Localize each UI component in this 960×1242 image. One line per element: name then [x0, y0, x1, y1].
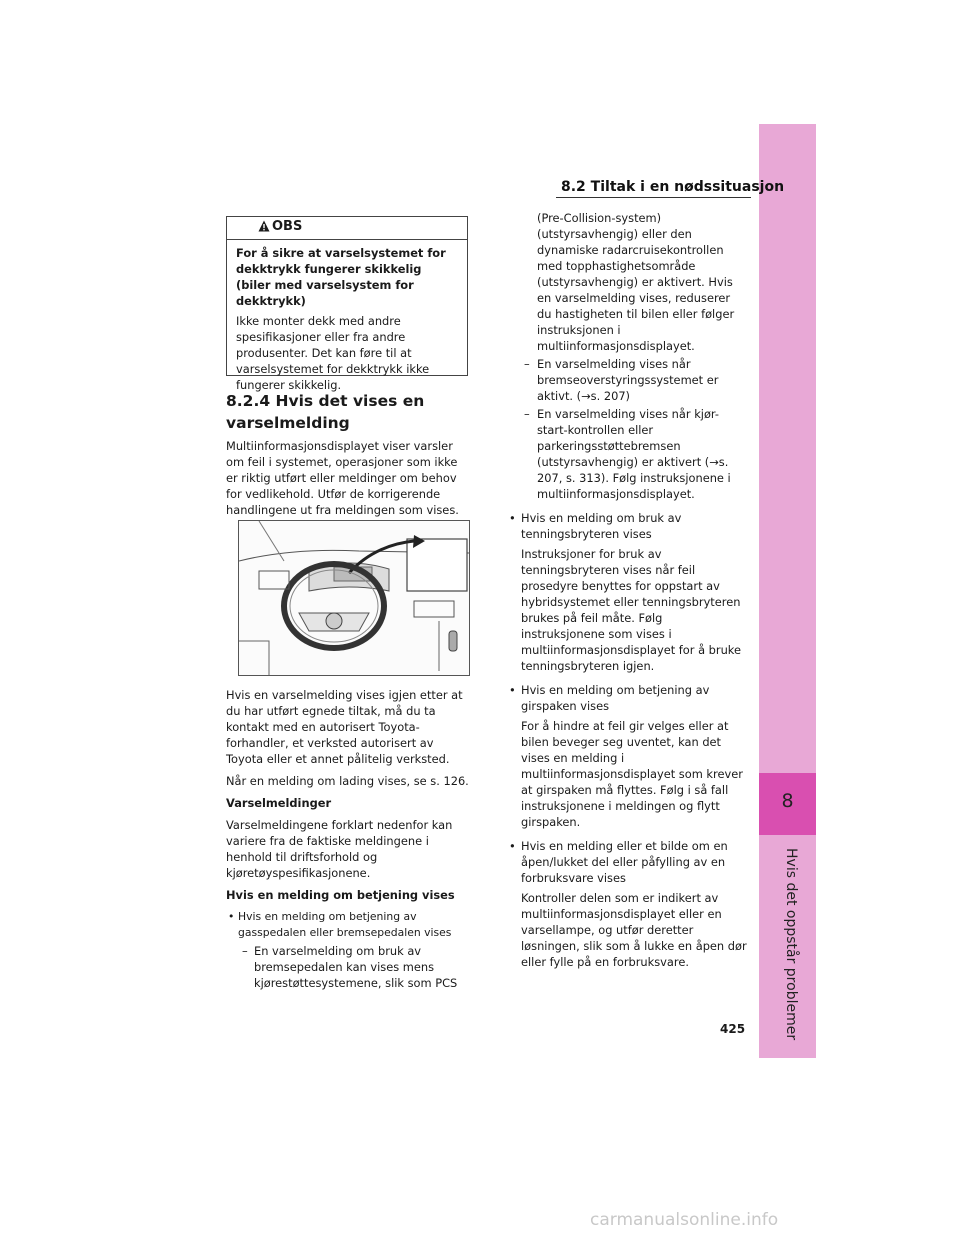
dashboard-illustration: [238, 520, 470, 676]
bullet-ignition-title: Hvis en melding om bruk av tenningsbryteren vises: [521, 511, 682, 541]
right-column: [507, 210, 747, 970]
obs-caution-box: [226, 216, 468, 392]
dash-item-drive-start: [507, 406, 747, 502]
bullet-shift-body: For å hindre at feil gir velges eller at bilen beveger seg uventet, kan det vises en melding i multiinformasjonsdisplayet som krever at girspaken må flyttes. Følg i så fall instruksjonene i meldingen og flytt girspaken.: [521, 719, 743, 829]
obs-body-text: Ikke monter dekk med andre spesifikasjoner eller fra andre produsenter. Det kan føre til at varselsystemet for dekktrykk ikke fungerer skikkelig.: [236, 314, 430, 392]
dash-glyph: –: [524, 407, 530, 421]
watermark-text: carmanualsonline.info: [590, 1210, 779, 1230]
obs-bold-text: For å sikre at varselsystemet for dekktrykk fungerer skikkelig (biler med varselsystem for dekktrykk): [236, 246, 446, 308]
obs-header: [227, 217, 467, 240]
steering-wheel-display-icon: [239, 521, 469, 675]
dash-item-brake: [226, 943, 472, 991]
bullet-glyph: •: [228, 910, 235, 923]
bullet-ignition-body: Instruksjoner for bruk av tenningsbryteren vises når feil prosedyre benyttes for oppstart av hybridsystemet eller tenningsbryteren brukes på feil måte. Følg instruksjonene som vises i multiinformasjonsdisplayet for å bruke tenningsbryteren igjen.: [521, 547, 742, 673]
warning-messages-text: Varselmeldingene forklart nedenfor kan variere fra de faktiske meldingene i henhold til driftsforhold og kjøretøyspesifikasjonene.: [226, 818, 453, 880]
left-column-intro: [226, 438, 472, 524]
dash-glyph: –: [242, 944, 248, 958]
section-intro: Multiinformasjonsdisplayet viser varsler om feil i systemet, operasjoner som ikke er riktig utført eller meldinger om behov for vedlikehold. Utfør de korrigerende handlingene ut fra meldingen som vises.: [226, 439, 459, 517]
bullet-shift-title: Hvis en melding om betjening av girspaken vises: [521, 683, 710, 713]
bullet-item-ignition: [507, 510, 747, 674]
bullet-item-pedal: [226, 909, 472, 941]
warning-messages-heading: Varselmeldinger: [226, 796, 332, 810]
operation-message-heading: Hvis en melding om betjening vises: [226, 888, 455, 902]
dash-override-text: En varselmelding vises når bremseoverstyringssystemet er aktivt. (→s. 207): [537, 357, 719, 403]
page-number: 425: [720, 1022, 746, 1036]
bullet-open-part-body: Kontroller delen som er indikert av multiinformasjonsdisplayet eller en varsellampe, og utfør deretter løsningen, slik som å lukke en åpen dør eller fylle på en forbruksvare.: [521, 891, 747, 969]
dash-brake-text: En varselmelding om bruk av bremsepedalen kan vises mens kjørestøttesystemene, slik som PCS: [254, 944, 458, 990]
header-rule: [556, 197, 751, 198]
after-figure-text: Hvis en varselmelding vises igjen etter at du har utført egnede tiltak, må du ta kontakt med en autorisert Toyota-forhandler, et verksted autorisert av Toyota eller et annet pålitelig verksted.: [226, 688, 463, 766]
section-title: 8.2.4 Hvis det vises en varselmelding: [226, 392, 425, 432]
bullet-open-part-title: Hvis en melding eller et bilde om en åpen/lukket del eller påfylling av en forbruksvare vises: [521, 839, 728, 885]
charging-note: Når en melding om lading vises, se s. 126.: [226, 774, 469, 788]
warning-triangle-icon: [258, 220, 270, 232]
bullet-item-open-part: [507, 838, 747, 970]
dash-glyph: –: [524, 357, 530, 371]
bullet-item-shift: [507, 682, 747, 830]
obs-label: OBS: [272, 219, 303, 234]
chapter-number: 8: [781, 790, 794, 812]
bullet-glyph: •: [509, 839, 516, 853]
chapter-title: Hvis det oppstår problemer: [783, 848, 799, 1041]
left-column-body: [226, 687, 472, 991]
dash-drive-start-text: En varselmelding vises når kjør-start-kontrollen eller parkeringsstøttebremsen (utstyrsavhengig) er aktivert (→s. 207, s. 313). Følg instruksjonene i multiinformasjonsdisplayet.: [537, 407, 731, 501]
bullet-pedal-text: Hvis en melding om betjening av gasspedalen eller bremsepedalen vises: [238, 910, 452, 939]
section-header: 8.2 Tiltak i en nødssituasjon: [561, 179, 785, 195]
bullet-glyph: •: [509, 683, 516, 697]
bullet-glyph: •: [509, 511, 516, 525]
dash-item-override: [507, 356, 747, 404]
dash1-continued: (Pre-Collision-system) (utstyrsavhengig) eller den dynamiske radarcruisekontrollen med topphastighetsområde (utstyrsavhengig) er aktivert. Hvis en varselmelding vises, reduserer du hastigheten til bilen eller følger instruksjonen i multiinformasjonsdisplayet.: [537, 211, 735, 353]
